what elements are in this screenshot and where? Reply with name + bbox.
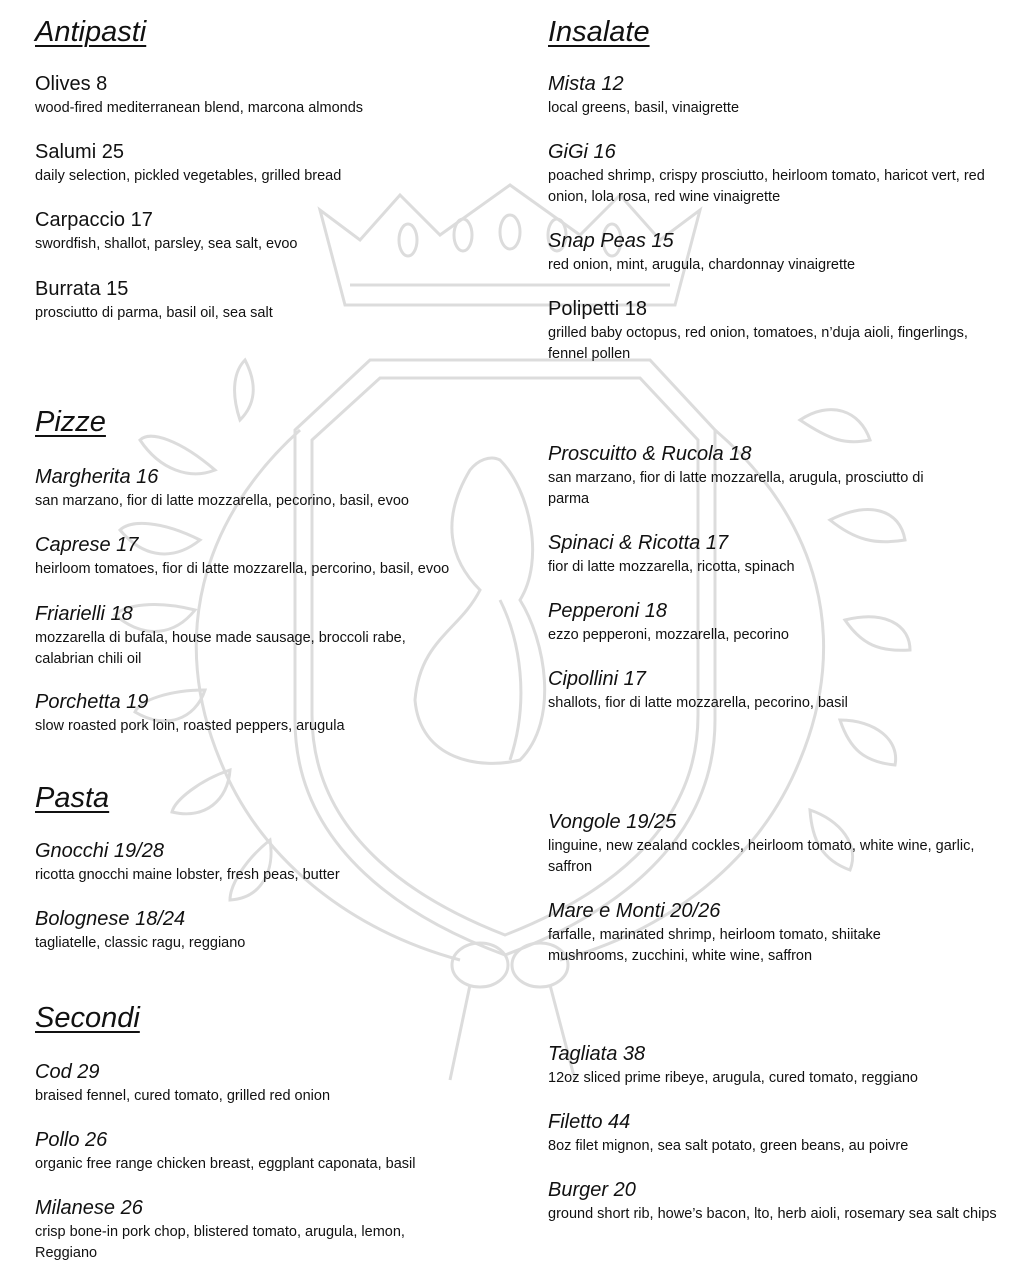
- item-name: Burger 20: [548, 1179, 636, 1201]
- menu-item: [548, 73, 1003, 119]
- item-desc: mozzarella di bufala, house made sausage, broccoli rabe, calabrian chili oil: [35, 630, 406, 667]
- menu-item: [548, 1043, 1003, 1089]
- item-desc: ricotta gnocchi maine lobster, fresh peas, butter: [35, 867, 340, 883]
- item-desc: fior di latte mozzarella, ricotta, spinach: [548, 559, 795, 575]
- item-desc: 12oz sliced prime ribeye, arugula, cured tomato, reggiano: [548, 1070, 918, 1086]
- item-name: GiGi 16: [548, 141, 616, 163]
- heading-antipasti: Antipasti: [35, 16, 147, 48]
- item-desc: shallots, fior di latte mozzarella, pecorino, basil: [548, 695, 848, 711]
- menu-item: [548, 532, 1003, 578]
- item-name: Cipollini 17: [548, 668, 646, 690]
- item-desc: slow roasted pork loin, roasted peppers, arugula: [35, 718, 345, 734]
- item-desc: organic free range chicken breast, eggplant caponata, basil: [35, 1156, 416, 1172]
- heading-secondi: Secondi: [35, 1002, 140, 1034]
- heading-pizze: Pizze: [35, 406, 106, 438]
- item-name: Margherita 16: [35, 466, 159, 488]
- item-name: Tagliata 38: [548, 1043, 646, 1065]
- menu-item: [35, 209, 495, 255]
- item-name: Bolognese 18/24: [35, 908, 186, 930]
- menu-item: [35, 603, 495, 670]
- item-name: Mare e Monti 20/26: [548, 900, 721, 922]
- menu-item: [35, 1129, 495, 1175]
- item-desc: ground short rib, howe’s bacon, lto, herb aioli, rosemary sea salt chips: [548, 1206, 997, 1222]
- menu-item: [35, 73, 495, 119]
- item-name: Polipetti 18: [548, 298, 647, 320]
- item-desc: tagliatelle, classic ragu, reggiano: [35, 935, 246, 951]
- menu-item: [548, 668, 1003, 714]
- item-name: Olives 8: [35, 73, 108, 95]
- item-desc: linguine, new zealand cockles, heirloom tomato, white wine, garlic, saffron: [548, 838, 975, 875]
- menu-item: [35, 1061, 495, 1107]
- heading-pasta: Pasta: [35, 782, 110, 814]
- item-name: Salumi 25: [35, 141, 124, 163]
- item-name: Proscuitto & Rucola 18: [548, 443, 752, 465]
- item-desc: braised fennel, cured tomato, grilled red onion: [35, 1088, 331, 1104]
- menu-item: [548, 1111, 1003, 1157]
- menu-item: [548, 141, 1003, 208]
- item-desc: poached shrimp, crispy prosciutto, heirloom tomato, haricot vert, red onion, lola rosa, red wine vinaigrette: [548, 168, 985, 205]
- item-name: Snap Peas 15: [548, 230, 674, 252]
- item-desc: wood-fired mediterranean blend, marcona almonds: [35, 100, 364, 116]
- item-desc: 8oz filet mignon, sea salt potato, green beans, au poivre: [548, 1138, 909, 1154]
- item-name: Burrata 15: [35, 278, 129, 300]
- item-desc: red onion, mint, arugula, chardonnay vinaigrette: [548, 257, 856, 273]
- menu-item: [35, 908, 495, 954]
- item-name: Gnocchi 19/28: [35, 840, 164, 862]
- item-name: Cod 29: [35, 1061, 100, 1083]
- item-name: Pollo 26: [35, 1129, 108, 1151]
- menu-item: [35, 691, 495, 737]
- item-desc: heirloom tomatoes, fior di latte mozzarella, percorino, basil, evoo: [35, 561, 450, 577]
- item-desc: daily selection, pickled vegetables, grilled bread: [35, 168, 342, 184]
- menu-item: [548, 600, 1003, 646]
- menu-item: [35, 534, 495, 580]
- menu-item: [35, 278, 495, 324]
- menu-item: [35, 1197, 495, 1264]
- item-name: Pepperoni 18: [548, 600, 667, 622]
- item-name: Spinaci & Ricotta 17: [548, 532, 729, 554]
- item-name: Caprese 17: [35, 534, 139, 556]
- item-desc: swordfish, shallot, parsley, sea salt, evoo: [35, 236, 298, 252]
- menu-item: [548, 443, 1003, 510]
- item-desc: san marzano, fior di latte mozzarella, arugula, prosciutto di parma: [548, 470, 924, 507]
- item-desc: crisp bone-in pork chop, blistered tomato, arugula, lemon, Reggiano: [35, 1224, 405, 1261]
- menu-item: [548, 1179, 1003, 1225]
- menu-item: [35, 466, 495, 512]
- item-name: Vongole 19/25: [548, 811, 677, 833]
- item-name: Filetto 44: [548, 1111, 631, 1133]
- item-name: Porchetta 19: [35, 691, 149, 713]
- item-name: Milanese 26: [35, 1197, 143, 1219]
- menu-item: [35, 141, 495, 187]
- item-desc: ezzo pepperoni, mozzarella, pecorino: [548, 627, 789, 643]
- menu-item: [548, 811, 1003, 878]
- menu-item: [548, 230, 1003, 276]
- heading-insalate: Insalate: [548, 16, 650, 48]
- item-desc: prosciutto di parma, basil oil, sea salt: [35, 305, 273, 321]
- item-desc: local greens, basil, vinaigrette: [548, 100, 740, 116]
- item-desc: grilled baby octopus, red onion, tomatoes, n’duja aioli, fingerlings, fennel pollen: [548, 325, 968, 362]
- menu-item: [548, 298, 1003, 365]
- menu-item: [548, 900, 1003, 967]
- item-name: Carpaccio 17: [35, 209, 153, 231]
- item-name: Mista 12: [548, 73, 624, 95]
- menu-item: [35, 840, 495, 886]
- item-desc: farfalle, marinated shrimp, heirloom tomato, shiitake mushrooms, zucchini, white wine, saffron: [548, 927, 881, 964]
- item-desc: san marzano, fior di latte mozzarella, pecorino, basil, evoo: [35, 493, 409, 509]
- item-name: Friarielli 18: [35, 603, 133, 625]
